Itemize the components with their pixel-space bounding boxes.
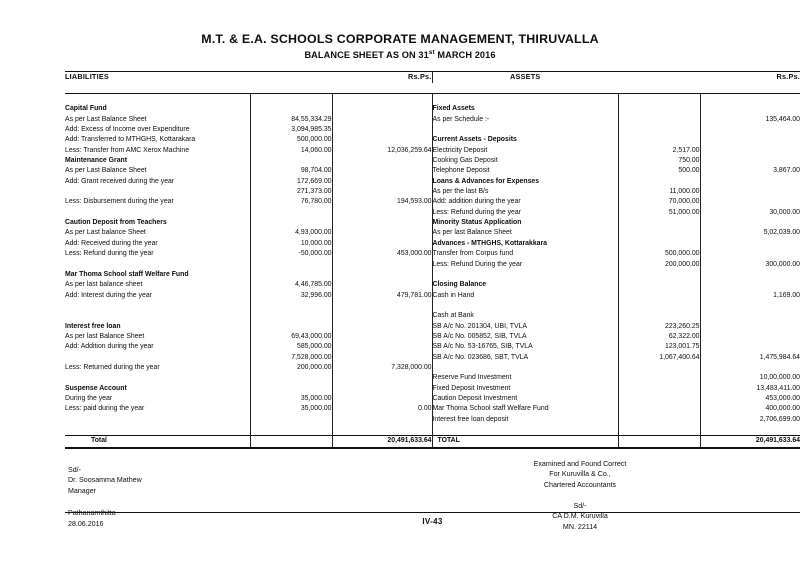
- liability-amount: 7,328,000.00: [332, 363, 432, 373]
- liability-label: Less: Returned during the year: [65, 363, 160, 371]
- asset-sub-amount: [618, 291, 700, 301]
- liability-label: Add: Grant received during the year: [65, 177, 175, 185]
- liability-amount: [332, 156, 432, 166]
- liability-sub-amount: [250, 311, 332, 321]
- liability-amount: [332, 322, 432, 332]
- liability-amount: [332, 115, 432, 125]
- liability-amount: [332, 177, 432, 187]
- total-liabilities-value: 20,491,633.64: [332, 436, 432, 447]
- liability-amount: [332, 104, 432, 114]
- liability-amount: 12,036,259.64: [332, 146, 432, 156]
- liability-sub-amount: 585,000.00: [250, 342, 332, 352]
- liability-amount: [332, 228, 432, 238]
- asset-sub-amount: 51,000.00: [618, 208, 700, 218]
- liability-sub-amount: 35,000.00: [250, 394, 332, 404]
- spacer-cell-4: [432, 94, 618, 105]
- table-row: [65, 228, 800, 238]
- liability-label: [65, 415, 250, 425]
- liability-sub-amount: 3,094,985.35: [250, 125, 332, 135]
- liability-sub-amount: 14,060.00: [250, 146, 332, 156]
- header-assets: ASSETS: [432, 72, 618, 82]
- asset-sub-amount: 11,000.00: [618, 187, 700, 197]
- asset-sub-amount: [618, 404, 700, 414]
- asset-sub-amount: 500.00: [618, 166, 700, 176]
- header-assets-spacer: [618, 72, 700, 82]
- auditor-sd: Sd/-: [573, 501, 587, 510]
- table-row: [65, 166, 800, 176]
- header-assets-amount: Rs.Ps.: [776, 72, 800, 82]
- liability-amount: [332, 135, 432, 145]
- asset-sub-amount: 62,322.00: [618, 332, 700, 342]
- table-row: [65, 404, 800, 414]
- liability-label: [65, 425, 250, 436]
- total-assets-value: 20,491,633.64: [700, 436, 800, 447]
- asset-amount: 2,706,699.00: [700, 415, 800, 425]
- asset-label: SB A/c No. 201304, UBI, TVLA: [432, 322, 618, 332]
- table-header: [65, 72, 800, 104]
- asset-amount: 135,464.00: [700, 115, 800, 125]
- table-row: [65, 301, 800, 311]
- asset-amount: [700, 156, 800, 166]
- manager-sd: Sd/-: [68, 465, 82, 474]
- table-row: [65, 270, 800, 280]
- liability-label: Less: paid during the year: [65, 405, 145, 413]
- asset-sub-amount: 750.00: [618, 156, 700, 166]
- asset-sub-amount: 70,000.00: [618, 197, 700, 207]
- asset-amount: [700, 177, 800, 187]
- liability-sub-amount: [250, 415, 332, 425]
- header-underline: [65, 83, 800, 94]
- asset-amount: [700, 280, 800, 290]
- totals-row: [65, 436, 800, 447]
- liability-label: Less: Transfer from AMC Xerox Machine: [65, 146, 190, 154]
- liability-amount: [332, 260, 432, 270]
- liability-sub-amount: 172,669.00: [250, 177, 332, 187]
- liability-label: [65, 373, 250, 383]
- table-row: [65, 311, 800, 321]
- table-body: [65, 104, 800, 436]
- table-row: [65, 249, 800, 259]
- asset-label: Electricity Deposit: [432, 146, 618, 156]
- asset-amount: [700, 104, 800, 114]
- liability-amount: [332, 166, 432, 176]
- asset-sub-amount: [618, 115, 700, 125]
- asset-sub-amount: [618, 125, 700, 135]
- spacer-cell-2: [250, 94, 332, 105]
- table-row: [65, 135, 800, 145]
- liability-amount: 0.00: [332, 404, 432, 414]
- auditor-designation: Chartered Accountants: [543, 480, 617, 489]
- asset-sub-amount: 1,067,400.64: [618, 353, 700, 363]
- liability-sub-amount: [250, 104, 332, 114]
- liability-amount: [332, 342, 432, 352]
- liability-sub-amount: 98,704.00: [250, 166, 332, 176]
- asset-sub-amount: 200,000.00: [618, 260, 700, 270]
- total-assets-sub: [618, 436, 700, 447]
- asset-amount: [700, 146, 800, 156]
- liability-label: [65, 311, 250, 321]
- asset-amount: [700, 125, 800, 135]
- asset-sub-amount: [618, 311, 700, 321]
- liability-label: Add: Interest during the year: [65, 291, 152, 299]
- asset-label: SB A/c No. 005852, SIB, TVLA: [432, 332, 618, 342]
- asset-amount: 453,000.00: [700, 394, 800, 404]
- liability-sub-amount: [250, 384, 332, 394]
- liability-amount: [332, 125, 432, 135]
- liability-label: Mar Thoma School staff Welfare Fund: [65, 270, 189, 278]
- asset-amount: 5,02,039.00: [700, 228, 800, 238]
- asset-label: Add: addition during the year: [432, 197, 618, 207]
- liability-amount: [332, 425, 432, 436]
- table-row: [65, 342, 800, 352]
- liability-sub-amount: -50,000.00: [250, 249, 332, 259]
- asset-label: As per last Balance Sheet: [432, 228, 618, 238]
- asset-amount: [700, 197, 800, 207]
- asset-sub-amount: [618, 135, 700, 145]
- asset-label: Interest free loan deposit: [432, 415, 618, 425]
- asset-label: Advances - MTHGHS, Kottarakkara: [432, 239, 618, 249]
- liability-label: Add: Received during the year: [65, 239, 158, 247]
- liability-label: [65, 301, 250, 311]
- asset-amount: [700, 239, 800, 249]
- asset-amount: [700, 187, 800, 197]
- asset-label: [432, 425, 618, 436]
- asset-sub-amount: 123,001.75: [618, 342, 700, 352]
- asset-amount: 10,00,000.00: [700, 373, 800, 383]
- liability-label: Less: Disbursement during the year: [65, 198, 174, 206]
- liability-sub-amount: [250, 301, 332, 311]
- liability-sub-amount: 4,93,000.00: [250, 228, 332, 238]
- spacer-cell-5: [618, 94, 700, 105]
- auditor-firm: For Kuruvilla & Co.,: [549, 470, 611, 479]
- asset-sub-amount: 223,260.25: [618, 322, 700, 332]
- asset-amount: [700, 135, 800, 145]
- asset-sub-amount: [618, 270, 700, 280]
- liability-label: [65, 260, 250, 270]
- asset-label: Cash at Bank: [432, 311, 618, 321]
- liability-sub-amount: [250, 218, 332, 228]
- asset-amount: 400,000.00: [700, 404, 800, 414]
- liability-label: Add: Addition during the year: [65, 343, 154, 351]
- liability-amount: [332, 332, 432, 342]
- table-row: [65, 177, 800, 187]
- liability-sub-amount: 200,000.00: [250, 363, 332, 373]
- asset-label: Caution Deposit Investment: [432, 394, 618, 404]
- table-row: [65, 332, 800, 342]
- asset-sub-amount: [618, 425, 700, 436]
- asset-label: SB A/c No. 023686, SBT, TVLA: [432, 353, 618, 363]
- asset-sub-amount: [618, 239, 700, 249]
- table-row: [65, 394, 800, 404]
- asset-label: [432, 270, 618, 280]
- liability-sub-amount: 10,000.00: [250, 239, 332, 249]
- asset-label: Telephone Deposit: [432, 166, 618, 176]
- liability-amount: [332, 373, 432, 383]
- page-number: IV-43: [422, 517, 443, 526]
- table-row: [65, 363, 800, 373]
- auditor-name: CA D.M. Kuruvilla: [552, 512, 608, 521]
- asset-amount: [700, 301, 800, 311]
- asset-label: Loans & Advances for Expenses: [432, 177, 618, 187]
- balance-sheet-table-wrap: [65, 71, 800, 448]
- asset-sub-amount: 2,517.00: [618, 146, 700, 156]
- table-row: [65, 146, 800, 156]
- spacer-cell-3: [332, 94, 432, 105]
- liability-label: Add: Transferred to MTHGHS, Kottarakara: [65, 136, 196, 144]
- asset-label: Reserve Fund Investment: [432, 373, 618, 383]
- asset-label: Transfer from Corpus fund: [432, 249, 618, 259]
- asset-label: Fixed Assets: [432, 104, 618, 114]
- liability-sub-amount: 84,55,334.29: [250, 115, 332, 125]
- table-row: [65, 125, 800, 135]
- auditor-line-1: Examined and Found Correct: [533, 459, 627, 468]
- subtitle-prefix: BALANCE SHEET AS ON 31: [304, 50, 429, 61]
- total-liabilities-label: Total: [65, 436, 250, 447]
- asset-label: Less: Refund During the year: [432, 260, 618, 270]
- signature-date: 28.06.2016: [68, 520, 104, 529]
- asset-label: [432, 301, 618, 311]
- table-row: [65, 373, 800, 383]
- liability-label: Less: Refund during the year: [65, 250, 154, 258]
- asset-sub-amount: 500,000.00: [618, 249, 700, 259]
- liability-amount: 194,593.00: [332, 197, 432, 207]
- liability-amount: [332, 270, 432, 280]
- liability-amount: [332, 384, 432, 394]
- asset-sub-amount: [618, 363, 700, 373]
- liability-amount: [332, 187, 432, 197]
- asset-amount: [700, 363, 800, 373]
- page-footer: [65, 512, 800, 526]
- asset-amount: [700, 322, 800, 332]
- liability-label: [65, 187, 250, 197]
- asset-amount: [700, 311, 800, 321]
- table-row: [65, 280, 800, 290]
- title-block: [0, 0, 800, 60]
- liability-sub-amount: [250, 260, 332, 270]
- asset-label: Fixed Deposit Investment: [432, 384, 618, 394]
- asset-amount: 1,475,984.64: [700, 353, 800, 363]
- liability-amount: [332, 239, 432, 249]
- table-row: [65, 322, 800, 332]
- asset-amount: 1,169.00: [700, 291, 800, 301]
- liability-amount: [332, 311, 432, 321]
- liability-sub-amount: [250, 270, 332, 280]
- header-underline-cell: [65, 83, 800, 94]
- liability-sub-amount: [250, 373, 332, 383]
- liability-sub-amount: 4,46,785.00: [250, 280, 332, 290]
- table-row: [65, 187, 800, 197]
- liability-sub-amount: 32,996.00: [250, 291, 332, 301]
- liability-label: [65, 208, 250, 218]
- asset-label: [432, 125, 618, 135]
- liability-label: As per Last Balance Sheet: [65, 115, 147, 123]
- asset-label: SB A/c No. 53-16765, SIB, TVLA: [432, 342, 618, 352]
- liability-label: During the year: [65, 394, 113, 402]
- table-row: [65, 156, 800, 166]
- table-row: [65, 291, 800, 301]
- asset-sub-amount: [618, 384, 700, 394]
- asset-label: [432, 363, 618, 373]
- asset-amount: 13,483,411.00: [700, 384, 800, 394]
- header-spacer-row: [65, 94, 800, 105]
- asset-sub-amount: [618, 394, 700, 404]
- liability-sub-amount: [250, 156, 332, 166]
- header-liabilities: LIABILITIES: [65, 72, 109, 82]
- liability-amount: [332, 301, 432, 311]
- header-liabilities-spacer: [250, 72, 332, 82]
- asset-sub-amount: [618, 104, 700, 114]
- asset-amount: [700, 270, 800, 280]
- table-row: [65, 104, 800, 114]
- signature-place: Pathanamthitta: [68, 509, 116, 518]
- liability-label: As per Last balance Sheet: [65, 229, 146, 237]
- liability-sub-amount: 76,780.00: [250, 197, 332, 207]
- liability-sub-amount: 271,373.00: [250, 187, 332, 197]
- asset-amount: [700, 218, 800, 228]
- table-row: [65, 353, 800, 363]
- liability-sub-amount: 500,000.00: [250, 135, 332, 145]
- table-row: [65, 239, 800, 249]
- liability-amount: 479,781.00: [332, 291, 432, 301]
- liability-amount: [332, 394, 432, 404]
- manager-designation: Manager: [68, 486, 96, 495]
- liability-label: Maintenance Grant: [65, 157, 128, 165]
- subtitle-ordinal: st: [428, 49, 435, 57]
- table-footer: [65, 436, 800, 447]
- balance-sheet-table: [65, 72, 800, 447]
- liability-amount: [332, 218, 432, 228]
- liability-amount: [332, 208, 432, 218]
- table-row: [65, 260, 800, 270]
- asset-amount: [700, 342, 800, 352]
- asset-label: As per the last B/s: [432, 187, 618, 197]
- table-row: [65, 197, 800, 207]
- asset-sub-amount: [618, 373, 700, 383]
- liability-sub-amount: 7,528,000.00: [250, 353, 332, 363]
- header-liabilities-amount: Rs.Ps.: [407, 72, 432, 82]
- asset-amount: [700, 425, 800, 436]
- liability-sub-amount: [250, 322, 332, 332]
- asset-label: Current Assets - Deposits: [432, 135, 618, 145]
- total-assets-label: TOTAL: [432, 436, 618, 447]
- table-row: [65, 384, 800, 394]
- spacer-cell-1: [65, 94, 250, 105]
- asset-label: Less: Refund during the year: [432, 208, 618, 218]
- liability-label: Capital Fund: [65, 105, 107, 113]
- table-row: [65, 115, 800, 125]
- liability-label: As per last balance sheet: [65, 281, 143, 289]
- spacer-cell-6: [700, 94, 800, 105]
- asset-amount: 300,000.00: [700, 260, 800, 270]
- liability-label: [65, 353, 250, 363]
- auditor-membership: MN. 22114: [562, 522, 598, 531]
- asset-label: Mar Thoma School staff Welfare Fund: [432, 404, 618, 414]
- asset-sub-amount: [618, 228, 700, 238]
- liability-sub-amount: 69,43,000.00: [250, 332, 332, 342]
- page-subtitle: [0, 49, 800, 60]
- page-title: M.T. & E.A. SCHOOLS CORPORATE MANAGEMENT, THIRUVALLA: [201, 32, 599, 46]
- asset-amount: [700, 332, 800, 342]
- liability-sub-amount: 35,000.00: [250, 404, 332, 414]
- liability-label: Caution Deposit from Teachers: [65, 219, 167, 227]
- asset-sub-amount: [618, 415, 700, 425]
- table-row: [65, 208, 800, 218]
- liability-label: As per Last Balance Sheet: [65, 167, 147, 175]
- subtitle-suffix: MARCH 2016: [434, 50, 496, 61]
- asset-sub-amount: [618, 280, 700, 290]
- liability-sub-amount: [250, 425, 332, 436]
- liability-amount: [332, 353, 432, 363]
- asset-label: As per Schedule :-: [432, 115, 618, 125]
- asset-label: Minority Status Application: [432, 218, 618, 228]
- asset-label: Closing Balance: [432, 280, 618, 290]
- liability-label: Interest free loan: [65, 322, 121, 330]
- liability-label: Suspense Account: [65, 384, 127, 392]
- asset-amount: 30,000.00: [700, 208, 800, 218]
- asset-amount: 3,867.00: [700, 166, 800, 176]
- asset-label: Cash in Hand: [432, 291, 618, 301]
- liability-amount: [332, 280, 432, 290]
- liability-label: As per last Balance Sheet: [65, 332, 145, 340]
- asset-sub-amount: [618, 301, 700, 311]
- liability-label: Add: Excess of Income over Expenditure: [65, 126, 190, 134]
- asset-sub-amount: [618, 177, 700, 187]
- liability-amount: 453,000.00: [332, 249, 432, 259]
- manager-name: Dr. Soosamma Mathew: [68, 476, 142, 485]
- asset-label: Cooking Gas Deposit: [432, 156, 618, 166]
- column-header-row: [65, 72, 800, 82]
- liability-amount: [332, 415, 432, 425]
- table-row: [65, 425, 800, 436]
- asset-amount: [700, 249, 800, 259]
- total-liabilities-sub: [250, 436, 332, 447]
- table-row: [65, 415, 800, 425]
- table-row: [65, 218, 800, 228]
- liability-sub-amount: [250, 208, 332, 218]
- asset-sub-amount: [618, 218, 700, 228]
